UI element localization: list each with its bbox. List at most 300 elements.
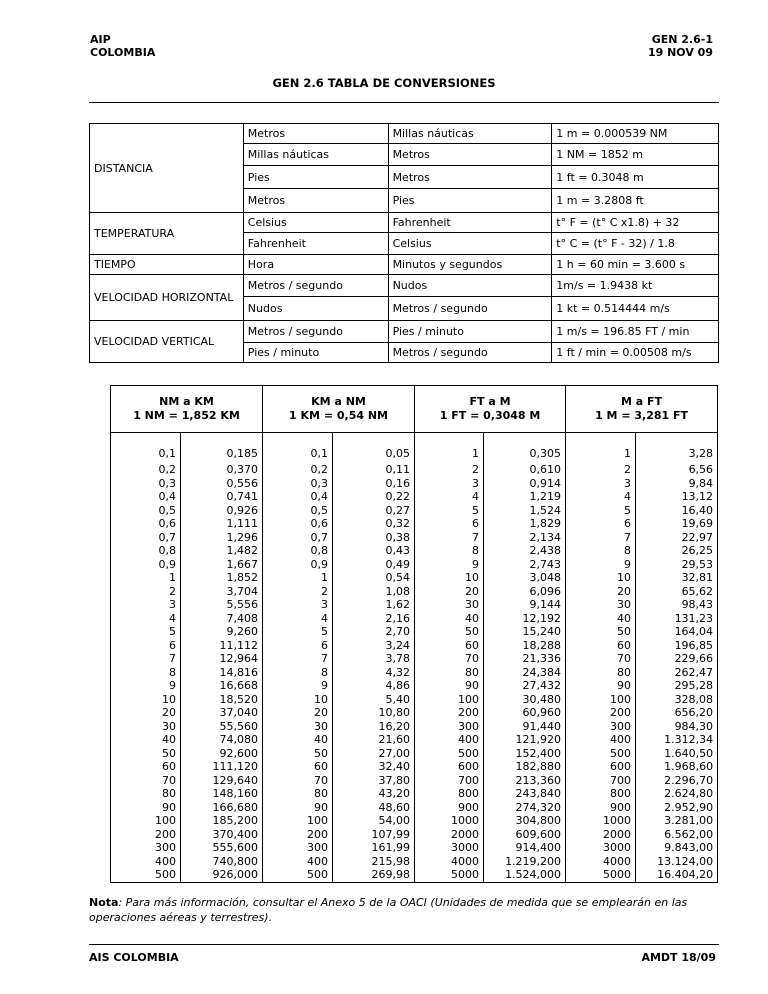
numeric-result-cell: 0,11 [333, 463, 415, 477]
numeric-row [111, 477, 718, 491]
numeric-input-cell: 70 [111, 774, 181, 788]
numeric-result-cell: 2.952,90 [636, 801, 718, 815]
numeric-row [111, 625, 718, 639]
numeric-input-cell: 30 [415, 598, 484, 612]
numeric-result-cell: 1.312,34 [636, 733, 718, 747]
numeric-input-cell: 60 [263, 760, 333, 774]
numeric-result-cell: 111,120 [181, 760, 263, 774]
conversion-formula: 1m/s = 1.9438 kt [552, 275, 719, 297]
numeric-result-cell: 7,408 [181, 612, 263, 626]
numeric-input-cell: 0,8 [111, 544, 181, 558]
numeric-result-cell: 555,600 [181, 841, 263, 855]
numeric-result-cell: 0,370 [181, 463, 263, 477]
numeric-input-cell: 100 [415, 693, 484, 707]
numeric-result-cell: 37,80 [333, 774, 415, 788]
numeric-row [111, 531, 718, 545]
numeric-result-cell: 48,60 [333, 801, 415, 815]
numeric-input-cell: 100 [111, 814, 181, 828]
numeric-row [111, 760, 718, 774]
conversion-from-unit: Millas náuticas [243, 144, 388, 166]
numeric-row [111, 544, 718, 558]
numeric-result-cell: 0,22 [333, 490, 415, 504]
spacer-cell [333, 433, 415, 446]
conversion-from-unit: Pies / minuto [243, 343, 388, 363]
numeric-input-cell: 0,9 [111, 558, 181, 572]
numeric-result-cell: 2,70 [333, 625, 415, 639]
conversion-to-unit: Minutos y segundos [388, 255, 552, 275]
numeric-input-cell: 50 [111, 747, 181, 761]
numeric-conversion-table [110, 385, 718, 883]
conversion-to-unit: Pies [388, 189, 552, 213]
numeric-input-cell: 0,1 [111, 445, 181, 463]
numeric-input-cell: 300 [566, 720, 636, 734]
numeric-input-cell: 200 [415, 706, 484, 720]
numeric-result-cell: 32,81 [636, 571, 718, 585]
numeric-result-cell: 2,438 [484, 544, 566, 558]
numeric-input-cell: 4 [566, 490, 636, 504]
numeric-input-cell: 300 [111, 841, 181, 855]
numeric-input-cell: 20 [111, 706, 181, 720]
conversion-group-label: VELOCIDAD HORIZONTAL [90, 275, 244, 321]
numeric-result-cell: 3,048 [484, 571, 566, 585]
numeric-input-cell: 9 [111, 679, 181, 693]
numeric-input-cell: 4 [111, 612, 181, 626]
numeric-result-cell: 274,320 [484, 801, 566, 815]
numeric-result-cell: 229,66 [636, 652, 718, 666]
numeric-input-cell: 4000 [415, 855, 484, 869]
numeric-input-cell: 1000 [415, 814, 484, 828]
numeric-input-cell: 30 [263, 720, 333, 734]
numeric-input-cell: 60 [111, 760, 181, 774]
numeric-input-cell: 5 [566, 504, 636, 518]
note-label: Nota [89, 896, 119, 909]
conversion-formula: 1 ft = 0.3048 m [552, 166, 719, 189]
numeric-input-cell: 1 [415, 445, 484, 463]
numeric-result-cell: 60,960 [484, 706, 566, 720]
numeric-result-cell: 37,040 [181, 706, 263, 720]
numeric-result-cell: 14,816 [181, 666, 263, 680]
numeric-result-cell: 0,914 [484, 477, 566, 491]
conversion-row [90, 321, 719, 343]
footer-divider [89, 944, 719, 945]
conversion-formula: 1 kt = 0.514444 m/s [552, 297, 719, 321]
numeric-result-cell: 0,926 [181, 504, 263, 518]
note [89, 895, 719, 925]
numeric-input-cell: 2000 [415, 828, 484, 842]
numeric-input-cell: 7 [263, 652, 333, 666]
numeric-result-cell: 16,40 [636, 504, 718, 518]
numeric-result-cell: 74,080 [181, 733, 263, 747]
numeric-input-cell: 20 [263, 706, 333, 720]
numeric-input-cell: 500 [566, 747, 636, 761]
numeric-input-cell: 2 [111, 585, 181, 599]
numeric-input-cell: 8 [415, 544, 484, 558]
numeric-result-cell: 4,86 [333, 679, 415, 693]
numeric-result-cell: 295,28 [636, 679, 718, 693]
numeric-result-cell: 1,482 [181, 544, 263, 558]
numeric-input-cell: 40 [566, 612, 636, 626]
numeric-input-cell: 3 [263, 598, 333, 612]
spacer-cell [484, 433, 566, 446]
page-title: GEN 2.6 TABLA DE CONVERSIONES [272, 76, 496, 90]
conversion-formula: 1 m = 0.000539 NM [552, 124, 719, 144]
numeric-table-header [263, 386, 415, 433]
spacer-cell [181, 433, 263, 446]
numeric-result-cell: 6,56 [636, 463, 718, 477]
numeric-input-cell: 6 [566, 517, 636, 531]
numeric-input-cell: 700 [566, 774, 636, 788]
numeric-result-cell: 26,25 [636, 544, 718, 558]
numeric-result-cell: 1.524,000 [484, 868, 566, 882]
numeric-input-cell: 8 [263, 666, 333, 680]
numeric-result-cell: 65,62 [636, 585, 718, 599]
numeric-input-cell: 6 [111, 639, 181, 653]
numeric-input-cell: 0,7 [263, 531, 333, 545]
numeric-input-cell: 0,2 [263, 463, 333, 477]
numeric-input-cell: 20 [566, 585, 636, 599]
numeric-input-cell: 5 [111, 625, 181, 639]
numeric-input-cell: 400 [415, 733, 484, 747]
numeric-result-cell: 9,260 [181, 625, 263, 639]
numeric-row [111, 639, 718, 653]
numeric-table-title: M a FT [621, 395, 663, 408]
numeric-result-cell: 148,160 [181, 787, 263, 801]
numeric-input-cell: 6 [263, 639, 333, 653]
numeric-result-cell: 182,880 [484, 760, 566, 774]
numeric-result-cell: 54,00 [333, 814, 415, 828]
numeric-result-cell: 29,53 [636, 558, 718, 572]
numeric-input-cell: 0,7 [111, 531, 181, 545]
numeric-row [111, 666, 718, 680]
numeric-input-cell: 500 [263, 868, 333, 882]
numeric-result-cell: 243,840 [484, 787, 566, 801]
numeric-table-factor: 1 M = 3,281 FT [595, 409, 689, 422]
conversion-table [89, 123, 719, 363]
numeric-result-cell: 0,556 [181, 477, 263, 491]
numeric-result-cell: 18,288 [484, 639, 566, 653]
numeric-result-cell: 5,40 [333, 693, 415, 707]
numeric-input-cell: 4 [415, 490, 484, 504]
conversion-group-label: VELOCIDAD VERTICAL [90, 321, 244, 363]
numeric-input-cell: 200 [111, 828, 181, 842]
numeric-result-cell: 1.640,50 [636, 747, 718, 761]
numeric-result-cell: 1,296 [181, 531, 263, 545]
numeric-row [111, 720, 718, 734]
numeric-input-cell: 80 [111, 787, 181, 801]
numeric-input-cell: 30 [566, 598, 636, 612]
numeric-row [111, 612, 718, 626]
numeric-result-cell: 129,640 [181, 774, 263, 788]
spacer-cell [111, 433, 181, 446]
numeric-row [111, 774, 718, 788]
spacer-cell [636, 433, 718, 446]
numeric-input-cell: 60 [415, 639, 484, 653]
numeric-input-cell: 90 [415, 679, 484, 693]
numeric-result-cell: 1,524 [484, 504, 566, 518]
conversion-from-unit: Fahrenheit [243, 233, 388, 255]
header-right [648, 33, 713, 59]
numeric-result-cell: 3,704 [181, 585, 263, 599]
numeric-input-cell: 5 [415, 504, 484, 518]
numeric-input-cell: 0,6 [263, 517, 333, 531]
header-page-ref: GEN 2.6-1 [651, 33, 713, 46]
numeric-result-cell: 91,440 [484, 720, 566, 734]
numeric-input-cell: 20 [415, 585, 484, 599]
numeric-input-cell: 900 [566, 801, 636, 815]
numeric-input-cell: 60 [566, 639, 636, 653]
numeric-row [111, 517, 718, 531]
numeric-result-cell: 152,400 [484, 747, 566, 761]
numeric-input-cell: 70 [566, 652, 636, 666]
conversion-row [90, 213, 719, 233]
numeric-input-cell: 70 [415, 652, 484, 666]
numeric-result-cell: 27,432 [484, 679, 566, 693]
numeric-input-cell: 1 [263, 571, 333, 585]
numeric-result-cell: 1,08 [333, 585, 415, 599]
numeric-input-cell: 800 [415, 787, 484, 801]
numeric-row [111, 679, 718, 693]
numeric-input-cell: 50 [566, 625, 636, 639]
conversion-to-unit: Pies / minuto [388, 321, 552, 343]
numeric-input-cell: 200 [566, 706, 636, 720]
numeric-input-cell: 7 [111, 652, 181, 666]
numeric-input-cell: 70 [263, 774, 333, 788]
numeric-result-cell: 2,16 [333, 612, 415, 626]
numeric-input-cell: 7 [566, 531, 636, 545]
numeric-input-cell: 2 [263, 585, 333, 599]
numeric-result-cell: 164,04 [636, 625, 718, 639]
numeric-result-cell: 3,78 [333, 652, 415, 666]
numeric-input-cell: 0,5 [111, 504, 181, 518]
numeric-input-cell: 0,4 [263, 490, 333, 504]
numeric-row [111, 445, 718, 463]
numeric-input-cell: 400 [263, 855, 333, 869]
numeric-input-cell: 90 [111, 801, 181, 815]
numeric-input-cell: 600 [566, 760, 636, 774]
numeric-row [111, 571, 718, 585]
numeric-result-cell: 215,98 [333, 855, 415, 869]
numeric-input-cell: 5000 [415, 868, 484, 882]
numeric-table-factor: 1 FT = 0,3048 M [439, 409, 541, 422]
numeric-input-cell: 2000 [566, 828, 636, 842]
numeric-result-cell: 43,20 [333, 787, 415, 801]
numeric-input-cell: 600 [415, 760, 484, 774]
numeric-input-cell: 2 [415, 463, 484, 477]
numeric-input-cell: 100 [263, 814, 333, 828]
numeric-result-cell: 1,111 [181, 517, 263, 531]
numeric-result-cell: 0,38 [333, 531, 415, 545]
numeric-result-cell: 21,60 [333, 733, 415, 747]
numeric-input-cell: 0,5 [263, 504, 333, 518]
numeric-table-title: KM a NM [311, 395, 366, 408]
numeric-table-factor: 1 KM = 0,54 NM [289, 409, 388, 422]
numeric-result-cell: 1,852 [181, 571, 263, 585]
numeric-row [111, 490, 718, 504]
spacer-cell [415, 433, 484, 446]
numeric-result-cell: 18,520 [181, 693, 263, 707]
numeric-result-cell: 0,43 [333, 544, 415, 558]
numeric-row [111, 706, 718, 720]
footer-right: AMDT 18/09 [641, 951, 716, 964]
numeric-result-cell: 10,80 [333, 706, 415, 720]
numeric-row [111, 733, 718, 747]
numeric-table-header [566, 386, 718, 433]
numeric-input-cell: 0,4 [111, 490, 181, 504]
header-left [90, 33, 155, 59]
numeric-input-cell: 0,1 [263, 445, 333, 463]
numeric-result-cell: 166,680 [181, 801, 263, 815]
numeric-result-cell: 16,20 [333, 720, 415, 734]
numeric-input-cell: 10 [263, 693, 333, 707]
numeric-result-cell: 24,384 [484, 666, 566, 680]
numeric-result-cell: 16,668 [181, 679, 263, 693]
numeric-result-cell: 1,219 [484, 490, 566, 504]
numeric-result-cell: 98,43 [636, 598, 718, 612]
numeric-result-cell: 27,00 [333, 747, 415, 761]
numeric-result-cell: 914,400 [484, 841, 566, 855]
numeric-result-cell: 161,99 [333, 841, 415, 855]
numeric-result-cell: 12,192 [484, 612, 566, 626]
conversion-to-unit: Metros / segundo [388, 297, 552, 321]
numeric-result-cell: 2,134 [484, 531, 566, 545]
numeric-table-factor: 1 NM = 1,852 KM [133, 409, 240, 422]
conversion-group-label: DISTANCIA [90, 124, 244, 213]
numeric-result-cell: 107,99 [333, 828, 415, 842]
numeric-result-cell: 0,27 [333, 504, 415, 518]
numeric-input-cell: 0,3 [263, 477, 333, 491]
numeric-result-cell: 2,743 [484, 558, 566, 572]
numeric-input-cell: 100 [566, 693, 636, 707]
numeric-input-cell: 1 [566, 445, 636, 463]
numeric-input-cell: 10 [415, 571, 484, 585]
numeric-input-cell: 0,6 [111, 517, 181, 531]
numeric-result-cell: 0,185 [181, 445, 263, 463]
conversion-row [90, 255, 719, 275]
numeric-result-cell: 22,97 [636, 531, 718, 545]
numeric-input-cell: 40 [415, 612, 484, 626]
numeric-result-cell: 0,54 [333, 571, 415, 585]
numeric-input-cell: 900 [415, 801, 484, 815]
numeric-input-cell: 50 [263, 747, 333, 761]
numeric-result-cell: 30,480 [484, 693, 566, 707]
numeric-result-cell: 15,240 [484, 625, 566, 639]
conversion-to-unit: Millas náuticas [388, 124, 552, 144]
spacer-cell [566, 433, 636, 446]
header-country: COLOMBIA [90, 46, 156, 59]
numeric-input-cell: 2 [566, 463, 636, 477]
numeric-result-cell: 196,85 [636, 639, 718, 653]
numeric-result-cell: 32,40 [333, 760, 415, 774]
numeric-result-cell: 12,964 [181, 652, 263, 666]
numeric-row [111, 558, 718, 572]
numeric-result-cell: 16.404,20 [636, 868, 718, 882]
numeric-result-cell: 0,49 [333, 558, 415, 572]
numeric-result-cell: 4,32 [333, 666, 415, 680]
numeric-row [111, 598, 718, 612]
numeric-result-cell: 1,62 [333, 598, 415, 612]
numeric-result-cell: 3,28 [636, 445, 718, 463]
numeric-input-cell: 800 [566, 787, 636, 801]
numeric-result-cell: 926,000 [181, 868, 263, 882]
numeric-row [111, 463, 718, 477]
numeric-result-cell: 3.281,00 [636, 814, 718, 828]
numeric-input-cell: 5000 [566, 868, 636, 882]
conversion-from-unit: Hora [243, 255, 388, 275]
numeric-input-cell: 80 [415, 666, 484, 680]
numeric-result-cell: 13,12 [636, 490, 718, 504]
numeric-input-cell: 400 [111, 855, 181, 869]
spacer-row [111, 433, 718, 446]
numeric-result-cell: 328,08 [636, 693, 718, 707]
numeric-input-cell: 0,3 [111, 477, 181, 491]
numeric-result-cell: 6,096 [484, 585, 566, 599]
conversion-from-unit: Nudos [243, 297, 388, 321]
numeric-input-cell: 3 [415, 477, 484, 491]
numeric-row [111, 868, 718, 882]
conversion-formula: 1 m = 3.2808 ft [552, 189, 719, 213]
conversion-formula: t° F = (t° C x1.8) + 32 [552, 213, 719, 233]
numeric-result-cell: 9.843,00 [636, 841, 718, 855]
header-date: 19 NOV 09 [647, 46, 713, 59]
conversion-formula: 1 NM = 1852 m [552, 144, 719, 166]
numeric-input-cell: 90 [566, 679, 636, 693]
conversion-to-unit: Celsius [388, 233, 552, 255]
conversion-to-unit: Metros / segundo [388, 343, 552, 363]
numeric-result-cell: 11,112 [181, 639, 263, 653]
numeric-row [111, 747, 718, 761]
conversion-from-unit: Pies [243, 166, 388, 189]
numeric-result-cell: 19,69 [636, 517, 718, 531]
numeric-result-cell: 3,24 [333, 639, 415, 653]
numeric-result-cell: 0,05 [333, 445, 415, 463]
numeric-result-cell: 1,667 [181, 558, 263, 572]
conversion-from-unit: Metros [243, 124, 388, 144]
numeric-input-cell: 400 [566, 733, 636, 747]
numeric-input-cell: 0,9 [263, 558, 333, 572]
conversion-formula: 1 ft / min = 0.00508 m/s [552, 343, 719, 363]
numeric-input-cell: 10 [566, 571, 636, 585]
numeric-input-cell: 8 [566, 544, 636, 558]
numeric-table-title: NM a KM [159, 395, 214, 408]
numeric-result-cell: 0,305 [484, 445, 566, 463]
numeric-input-cell: 80 [263, 787, 333, 801]
numeric-table-header [415, 386, 566, 433]
numeric-row [111, 585, 718, 599]
numeric-input-cell: 10 [111, 693, 181, 707]
numeric-input-cell: 6 [415, 517, 484, 531]
conversion-to-unit: Metros [388, 144, 552, 166]
numeric-input-cell: 300 [415, 720, 484, 734]
numeric-result-cell: 0,741 [181, 490, 263, 504]
numeric-input-cell: 90 [263, 801, 333, 815]
numeric-result-cell: 1,829 [484, 517, 566, 531]
conversion-formula: 1 m/s = 196.85 FT / min [552, 321, 719, 343]
numeric-result-cell: 269,98 [333, 868, 415, 882]
numeric-result-cell: 304,800 [484, 814, 566, 828]
numeric-result-cell: 121,920 [484, 733, 566, 747]
numeric-row [111, 801, 718, 815]
numeric-input-cell: 30 [111, 720, 181, 734]
numeric-result-cell: 9,144 [484, 598, 566, 612]
conversion-formula: 1 h = 60 min = 3.600 s [552, 255, 719, 275]
conversion-group-label: TEMPERATURA [90, 213, 244, 255]
numeric-input-cell: 3 [566, 477, 636, 491]
numeric-result-cell: 370,400 [181, 828, 263, 842]
numeric-result-cell: 6.562,00 [636, 828, 718, 842]
numeric-result-cell: 55,560 [181, 720, 263, 734]
numeric-row [111, 814, 718, 828]
numeric-result-cell: 13.124,00 [636, 855, 718, 869]
